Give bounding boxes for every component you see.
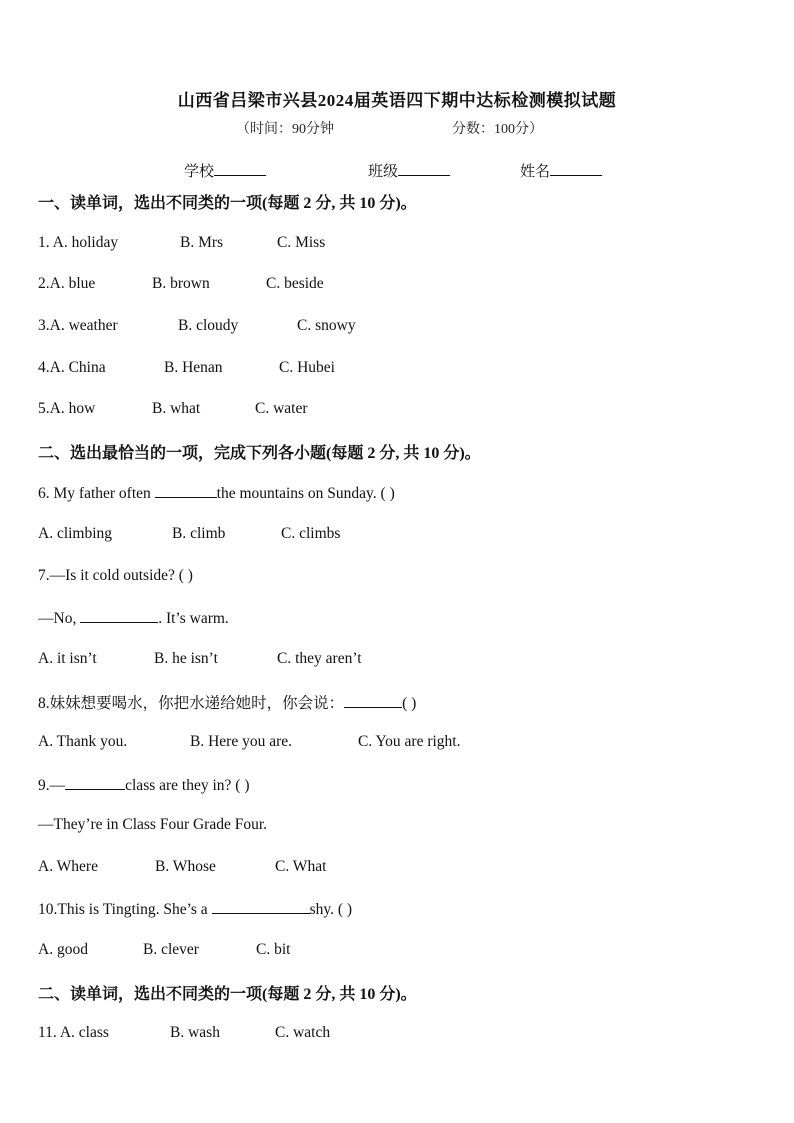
- q2-option-c: C. beside: [266, 275, 324, 292]
- q3-option-b: B. cloudy: [178, 317, 239, 334]
- q1-option-c: C. Miss: [277, 234, 326, 251]
- q11-option-c: C. watch: [275, 1024, 331, 1041]
- section-3-heading: 二、读单词，选出不同类的一项(每题 2 分, 共 10 分)。: [38, 986, 417, 1003]
- q6-text-after: the mountains on Sunday. ( ): [216, 485, 395, 502]
- exam-time: （时间：90分钟: [236, 122, 334, 137]
- q8-option-b: B. Here you are.: [190, 733, 292, 750]
- q11-option-b: B. wash: [170, 1024, 220, 1041]
- q3-option-a: 3.A. weather: [38, 317, 118, 334]
- q9-text-before: 9.—: [38, 777, 66, 794]
- name-field: [520, 160, 602, 181]
- q10-stem: [38, 899, 352, 919]
- school-label: 学校: [184, 164, 215, 180]
- q10-text-before: 10.This is Tingting. She’s a: [38, 901, 212, 918]
- section-1-heading: 一、读单词，选出不同类的一项(每题 2 分, 共 10 分)。: [38, 195, 417, 212]
- class-field: [368, 160, 450, 181]
- q11-option-a: 11. A. class: [38, 1024, 109, 1041]
- q9-option-a: A. Where: [38, 858, 98, 875]
- q4-option-a: 4.A. China: [38, 359, 106, 376]
- q6-option-a: A. climbing: [38, 525, 113, 542]
- q7-text-after: . It’s warm.: [158, 610, 229, 627]
- q1-option-a: 1. A. holiday: [38, 234, 119, 251]
- q8-text-before: 8.妹妹想要喝水，你把水递给她时，你会说：: [38, 695, 345, 712]
- q7-option-b: B. he isn’t: [154, 650, 218, 667]
- q1-option-b: B. Mrs: [180, 234, 224, 251]
- q4-option-b: B. Henan: [164, 359, 223, 376]
- q7-response: [38, 608, 229, 628]
- q10-blank[interactable]: [212, 899, 310, 914]
- school-blank: [214, 161, 266, 176]
- q10-option-b: B. clever: [143, 941, 199, 958]
- q6-text-before: 6. My father often: [38, 485, 155, 502]
- class-label: 班级: [368, 164, 399, 180]
- q6-blank[interactable]: [155, 483, 217, 498]
- q9-option-c: C. What: [275, 858, 327, 875]
- school-field: [184, 160, 266, 181]
- q8-option-a: A. Thank you.: [38, 733, 128, 750]
- q7-option-a: A. it isn’t: [38, 650, 97, 667]
- q10-option-a: A. good: [38, 941, 88, 958]
- q7-stem: 7.—Is it cold outside? ( ): [38, 567, 193, 584]
- q9-stem: [38, 775, 250, 795]
- q7-text-before: —No,: [38, 610, 81, 627]
- q5-option-a: 5.A. how: [38, 400, 96, 417]
- q7-blank[interactable]: [80, 608, 158, 623]
- q3-option-c: C. snowy: [297, 317, 356, 334]
- q4-option-c: C. Hubei: [279, 359, 335, 376]
- q6-option-c: C. climbs: [281, 525, 341, 542]
- exam-score: 分数：100分）: [452, 122, 543, 137]
- q10-option-c: C. bit: [256, 941, 291, 958]
- name-label: 姓名: [520, 164, 551, 180]
- q9-response: —They’re in Class Four Grade Four.: [38, 816, 268, 833]
- q9-option-b: B. Whose: [155, 858, 216, 875]
- section-2-heading: 二、选出最恰当的一项，完成下列各小题(每题 2 分, 共 10 分)。: [38, 445, 481, 462]
- class-blank: [398, 161, 450, 176]
- q6-stem: [38, 483, 395, 503]
- q9-blank[interactable]: [65, 775, 125, 790]
- q2-option-b: B. brown: [152, 275, 210, 292]
- q9-text-after: class are they in? ( ): [125, 777, 250, 794]
- q8-text-after: ( ): [402, 695, 417, 712]
- q5-option-b: B. what: [152, 400, 201, 417]
- q8-stem: [38, 691, 416, 713]
- page-title: 山西省吕梁市兴县2024届英语四下期中达标检测模拟试题: [177, 91, 617, 110]
- q2-option-a: 2.A. blue: [38, 275, 96, 292]
- q10-text-after: shy. ( ): [309, 901, 353, 918]
- q8-option-c: C. You are right.: [358, 733, 461, 750]
- name-blank: [550, 161, 602, 176]
- q5-option-c: C. water: [255, 400, 308, 417]
- q6-option-b: B. climb: [172, 525, 226, 542]
- q8-blank[interactable]: [344, 693, 402, 708]
- q7-option-c: C. they aren’t: [277, 650, 362, 667]
